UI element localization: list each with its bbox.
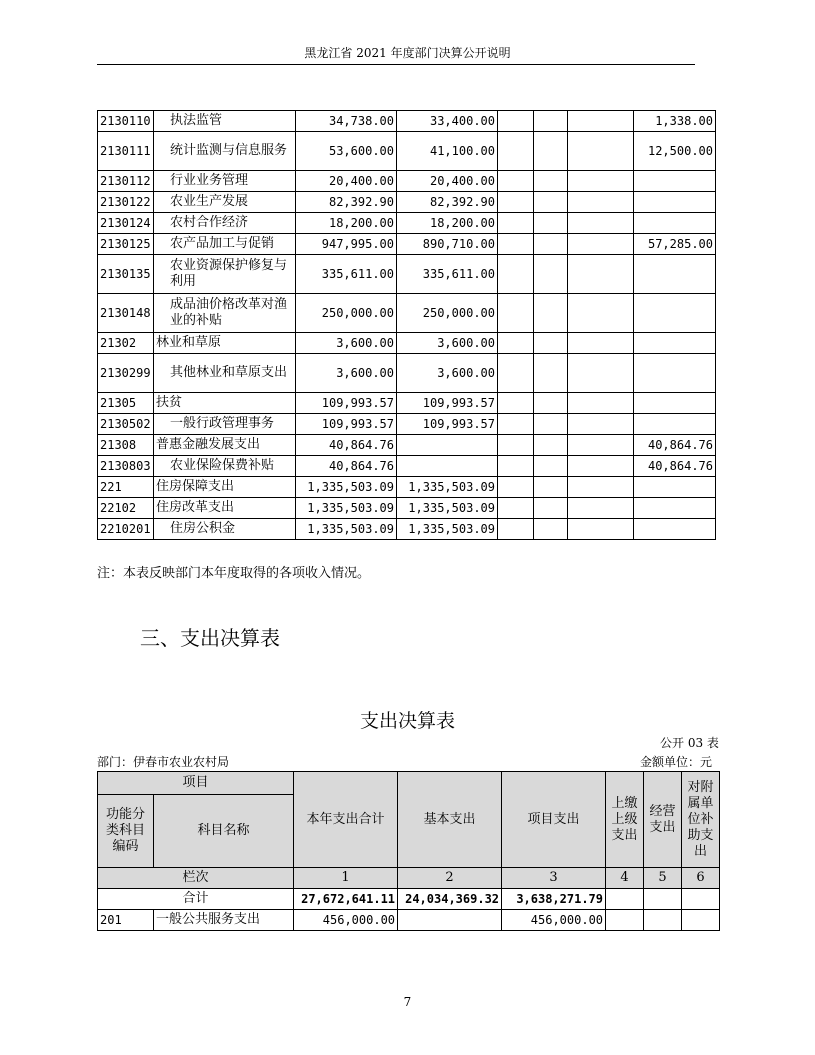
row-empty-3 <box>568 255 634 294</box>
table-row <box>98 111 716 132</box>
row-name: 执法监管 <box>154 111 296 132</box>
row-other <box>634 192 716 213</box>
row-code: 22102 <box>98 498 154 519</box>
row-empty-3 <box>568 354 634 393</box>
row-code: 2130803 <box>98 456 154 477</box>
row-code: 2130125 <box>98 234 154 255</box>
row-other: 40,864.76 <box>634 435 716 456</box>
row-basic: 3,600.00 <box>397 333 498 354</box>
row-total: 947,995.00 <box>296 234 397 255</box>
row-name: 农产品加工与促销 <box>154 234 296 255</box>
row-code: 221 <box>98 477 154 498</box>
row-code: 201 <box>98 910 154 931</box>
table-row <box>98 354 716 393</box>
row-empty-1 <box>498 414 534 435</box>
row-upper <box>606 910 644 931</box>
row-name: 住房公积金 <box>154 519 296 540</box>
row-empty-1 <box>498 333 534 354</box>
row-other <box>634 354 716 393</box>
row-other <box>634 213 716 234</box>
department-label: 部门：伊春市农业农村局 <box>97 755 230 769</box>
row-total: 3,600.00 <box>296 333 397 354</box>
row-basic: 1,335,503.09 <box>397 519 498 540</box>
row-empty-2 <box>534 477 568 498</box>
row-name: 住房保障支出 <box>154 477 296 498</box>
row-other <box>634 333 716 354</box>
row-code: 2130502 <box>98 414 154 435</box>
table-row <box>98 294 716 333</box>
row-total: 82,392.90 <box>296 192 397 213</box>
row-empty-1 <box>498 132 534 171</box>
table-row <box>98 192 716 213</box>
row-code: 2130111 <box>98 132 154 171</box>
table-row <box>98 477 716 498</box>
sum-label: 合计 <box>98 889 294 910</box>
row-total: 109,993.57 <box>296 393 397 414</box>
section-title: 三、支出决算表 <box>140 626 280 650</box>
column-2: 2 <box>398 868 502 889</box>
row-empty-3 <box>568 456 634 477</box>
table-row <box>98 393 716 414</box>
row-code: 2130148 <box>98 294 154 333</box>
header-code: 功能分类科目编码 <box>98 795 154 868</box>
page-number: 7 <box>403 995 412 1009</box>
row-empty-2 <box>534 498 568 519</box>
row-total: 3,600.00 <box>296 354 397 393</box>
table-row <box>98 519 716 540</box>
table-row <box>98 171 716 192</box>
row-empty-2 <box>534 255 568 294</box>
row-other <box>634 519 716 540</box>
header-basic: 基本支出 <box>398 772 502 868</box>
sum-project: 3,638,271.79 <box>502 889 606 910</box>
row-empty-1 <box>498 393 534 414</box>
row-empty-1 <box>498 213 534 234</box>
page-header: 黑龙江省 2021 年度部门决算公开说明 <box>304 46 511 60</box>
row-code: 2130122 <box>98 192 154 213</box>
row-name: 一般公共服务支出 <box>154 910 294 931</box>
row-name: 农业生产发展 <box>154 192 296 213</box>
row-subsidy <box>682 910 720 931</box>
row-total: 456,000.00 <box>294 910 398 931</box>
row-total: 53,600.00 <box>296 132 397 171</box>
header-item: 项目 <box>98 772 294 795</box>
row-empty-2 <box>534 294 568 333</box>
table-row <box>98 255 716 294</box>
table-row <box>98 456 716 477</box>
row-name: 农村合作经济 <box>154 213 296 234</box>
row-empty-3 <box>568 213 634 234</box>
row-empty-1 <box>498 255 534 294</box>
row-empty-3 <box>568 111 634 132</box>
column-5: 5 <box>644 868 682 889</box>
table-row <box>98 333 716 354</box>
row-name: 一般行政管理事务 <box>154 414 296 435</box>
row-total: 1,335,503.09 <box>296 498 397 519</box>
header-business: 经营支出 <box>644 772 682 868</box>
row-basic: 3,600.00 <box>397 354 498 393</box>
row-name: 农业保险保费补贴 <box>154 456 296 477</box>
row-basic: 18,200.00 <box>397 213 498 234</box>
unit-label: 金额单位：元 <box>640 755 713 769</box>
header-total: 本年支出合计 <box>294 772 398 868</box>
row-empty-2 <box>534 435 568 456</box>
row-basic <box>398 910 502 931</box>
column-1: 1 <box>294 868 398 889</box>
row-empty-1 <box>498 435 534 456</box>
row-basic <box>397 456 498 477</box>
header-upper: 上缴上级支出 <box>606 772 644 868</box>
row-basic: 1,335,503.09 <box>397 477 498 498</box>
row-other <box>634 171 716 192</box>
row-total: 1,335,503.09 <box>296 519 397 540</box>
row-basic: 250,000.00 <box>397 294 498 333</box>
row-code: 21308 <box>98 435 154 456</box>
row-empty-3 <box>568 414 634 435</box>
header-project: 项目支出 <box>502 772 606 868</box>
row-code: 2130299 <box>98 354 154 393</box>
row-empty-2 <box>534 456 568 477</box>
row-empty-1 <box>498 477 534 498</box>
row-basic: 109,993.57 <box>397 414 498 435</box>
row-empty-1 <box>498 234 534 255</box>
row-total: 1,335,503.09 <box>296 477 397 498</box>
row-total: 109,993.57 <box>296 414 397 435</box>
table-title: 支出决算表 <box>359 710 455 732</box>
expense-table <box>97 771 720 931</box>
row-name: 住房改革支出 <box>154 498 296 519</box>
row-total: 335,611.00 <box>296 255 397 294</box>
row-other: 57,285.00 <box>634 234 716 255</box>
row-name: 统计监测与信息服务 <box>154 132 296 171</box>
row-other: 12,500.00 <box>634 132 716 171</box>
row-other <box>634 255 716 294</box>
row-code: 2130110 <box>98 111 154 132</box>
table-row <box>98 498 716 519</box>
row-name: 林业和草原 <box>154 333 296 354</box>
table-row <box>98 234 716 255</box>
row-code: 21302 <box>98 333 154 354</box>
row-empty-1 <box>498 294 534 333</box>
row-basic: 109,993.57 <box>397 393 498 414</box>
row-basic: 335,611.00 <box>397 255 498 294</box>
row-empty-2 <box>534 333 568 354</box>
row-total: 34,738.00 <box>296 111 397 132</box>
row-empty-1 <box>498 192 534 213</box>
row-other <box>634 414 716 435</box>
column-6: 6 <box>682 868 720 889</box>
row-code: 2130124 <box>98 213 154 234</box>
table-row <box>98 213 716 234</box>
row-empty-1 <box>498 171 534 192</box>
row-code: 2130112 <box>98 171 154 192</box>
row-empty-3 <box>568 294 634 333</box>
row-basic: 1,335,503.09 <box>397 498 498 519</box>
row-total: 40,864.76 <box>296 435 397 456</box>
row-empty-2 <box>534 414 568 435</box>
row-name: 其他林业和草原支出 <box>154 354 296 393</box>
row-empty-2 <box>534 519 568 540</box>
table-row <box>98 435 716 456</box>
income-table <box>97 110 716 540</box>
table-note: 注：本表反映部门本年度取得的各项收入情况。 <box>97 566 371 581</box>
row-empty-2 <box>534 192 568 213</box>
row-empty-3 <box>568 234 634 255</box>
row-empty-1 <box>498 354 534 393</box>
row-basic: 890,710.00 <box>397 234 498 255</box>
row-code: 2210201 <box>98 519 154 540</box>
row-basic <box>397 435 498 456</box>
column-3: 3 <box>502 868 606 889</box>
row-total: 40,864.76 <box>296 456 397 477</box>
row-total: 18,200.00 <box>296 213 397 234</box>
row-empty-3 <box>568 171 634 192</box>
column-row-label: 栏次 <box>98 868 294 889</box>
row-name: 农业资源保护修复与利用 <box>154 255 296 294</box>
row-other: 40,864.76 <box>634 456 716 477</box>
row-basic: 33,400.00 <box>397 111 498 132</box>
row-total: 250,000.00 <box>296 294 397 333</box>
header-subsidy: 对附属单位补助支出 <box>682 772 720 868</box>
row-name: 普惠金融发展支出 <box>154 435 296 456</box>
row-empty-3 <box>568 132 634 171</box>
row-basic: 82,392.90 <box>397 192 498 213</box>
row-empty-3 <box>568 333 634 354</box>
row-empty-1 <box>498 498 534 519</box>
sum-business <box>644 889 682 910</box>
table-number: 公开 03 表 <box>660 736 719 750</box>
row-empty-2 <box>534 171 568 192</box>
header-rule <box>97 64 695 65</box>
row-total: 20,400.00 <box>296 171 397 192</box>
sum-total: 27,672,641.11 <box>294 889 398 910</box>
row-empty-2 <box>534 393 568 414</box>
row-name: 行业业务管理 <box>154 171 296 192</box>
row-empty-1 <box>498 111 534 132</box>
row-empty-2 <box>534 213 568 234</box>
row-code: 21305 <box>98 393 154 414</box>
column-4: 4 <box>606 868 644 889</box>
sum-basic: 24,034,369.32 <box>398 889 502 910</box>
row-business <box>644 910 682 931</box>
row-empty-3 <box>568 192 634 213</box>
row-other <box>634 498 716 519</box>
row-empty-2 <box>534 234 568 255</box>
row-empty-3 <box>568 519 634 540</box>
table-row <box>98 132 716 171</box>
row-empty-3 <box>568 498 634 519</box>
table-row <box>98 414 716 435</box>
row-code: 2130135 <box>98 255 154 294</box>
row-empty-3 <box>568 393 634 414</box>
header-name: 科目名称 <box>154 795 294 868</box>
sum-subsidy <box>682 889 720 910</box>
row-name: 成品油价格改革对渔业的补贴 <box>154 294 296 333</box>
row-empty-2 <box>534 132 568 171</box>
row-basic: 20,400.00 <box>397 171 498 192</box>
row-other <box>634 294 716 333</box>
row-empty-2 <box>534 354 568 393</box>
row-empty-3 <box>568 477 634 498</box>
row-other: 1,338.00 <box>634 111 716 132</box>
row-empty-1 <box>498 519 534 540</box>
row-empty-3 <box>568 435 634 456</box>
row-empty-1 <box>498 456 534 477</box>
row-name: 扶贫 <box>154 393 296 414</box>
row-other <box>634 477 716 498</box>
row-empty-2 <box>534 111 568 132</box>
row-project: 456,000.00 <box>502 910 606 931</box>
row-other <box>634 393 716 414</box>
row-basic: 41,100.00 <box>397 132 498 171</box>
sum-upper <box>606 889 644 910</box>
